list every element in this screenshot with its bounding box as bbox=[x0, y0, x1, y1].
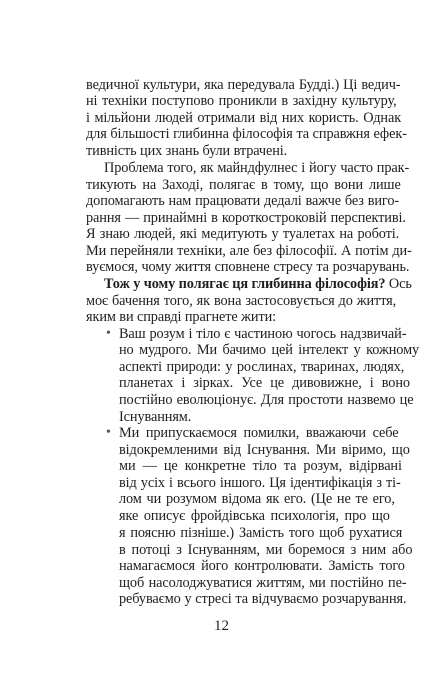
text-line: яким ви справді прагнете жити: bbox=[86, 309, 277, 325]
bold-question: Тож у чому полягає ця глибинна філософія? bbox=[104, 276, 386, 292]
text-line: Ми перейняли техніки, але без філософії. А потім ди- bbox=[86, 243, 412, 259]
text-line: рання — принаймні в короткостроковій перспективі. bbox=[86, 210, 406, 226]
text-line: постійно еволюціонує. Для простоти назвемо це bbox=[119, 392, 414, 408]
text-line: но мудрого. Ми бачимо цей інтелект у кожному bbox=[119, 342, 420, 358]
text-line: ні техніки поступово проникли в західну культуру, bbox=[86, 93, 397, 109]
text-line: Проблема того, як майндфулнес і йогу часто прак- bbox=[104, 160, 410, 176]
text-line: в потоці з Існуванням, ми боремося з ним або bbox=[119, 542, 413, 558]
text-line: вуємося, чому життя сповнене стресу та розчарувань. bbox=[86, 259, 410, 275]
text-line: Я знаю людей, які медитують у туалетах на роботі. bbox=[86, 226, 400, 242]
text-line: ведичної культури, яка передувала Будді.) Ці ведич- bbox=[86, 77, 401, 93]
bullet-marker: • bbox=[106, 326, 111, 341]
text-line: щоб насолоджуватися життям, ми постійно пе- bbox=[119, 575, 407, 591]
text-line: для більшості глибинна філософія та справжня ефек- bbox=[86, 126, 407, 142]
text-line: яке описує фройдівська психологія, про що bbox=[119, 508, 390, 524]
page-number: 12 bbox=[214, 618, 229, 634]
text-line: тикують на Заході, полягає в тому, що вони лише bbox=[86, 177, 401, 193]
text-line: ребуваємо у стресі та відчуваємо розчарування. bbox=[119, 591, 407, 607]
text-line: Ми припускаємося помилки, вважаючи себе bbox=[119, 425, 399, 441]
text-fragment: Ось bbox=[385, 276, 412, 292]
text-line: я поясню пізніше.) Замість того щоб рухатися bbox=[119, 525, 403, 541]
text-line: і мільйони людей отримали від них користь. Однак bbox=[86, 110, 402, 126]
text-line: аспекті природи: у рослинах, тваринах, людях, bbox=[119, 359, 405, 375]
text-line: допомагають нам працювати дедалі важче без виго- bbox=[86, 193, 400, 209]
text-line bbox=[104, 275, 412, 293]
text-line: ми — це конкретне тіло та розум, відірвані bbox=[119, 458, 402, 474]
bullet-marker: • bbox=[106, 425, 111, 440]
text-line: Ваш розум і тіло є частиною чогось надзвичай- bbox=[119, 326, 407, 342]
text-line: відокремленими від Існування. Ми віримо, що bbox=[119, 442, 410, 458]
text-line: тивність цих знань були втрачені. bbox=[86, 143, 288, 159]
text-line: лом чи розумом відома як его. (Це не те его, bbox=[119, 491, 395, 507]
text-line: планетах і зірках. Усе це дивовижне, і воно bbox=[119, 375, 410, 391]
text-line: намагаємося його контролювати. Замість того bbox=[119, 558, 405, 574]
text-line: моє бачення того, як вона застосовується до життя, bbox=[86, 293, 397, 309]
text-line: від усіх і всього іншого. Ця ідентифікація з ті- bbox=[119, 475, 401, 491]
text-line: Існуванням. bbox=[119, 409, 192, 425]
